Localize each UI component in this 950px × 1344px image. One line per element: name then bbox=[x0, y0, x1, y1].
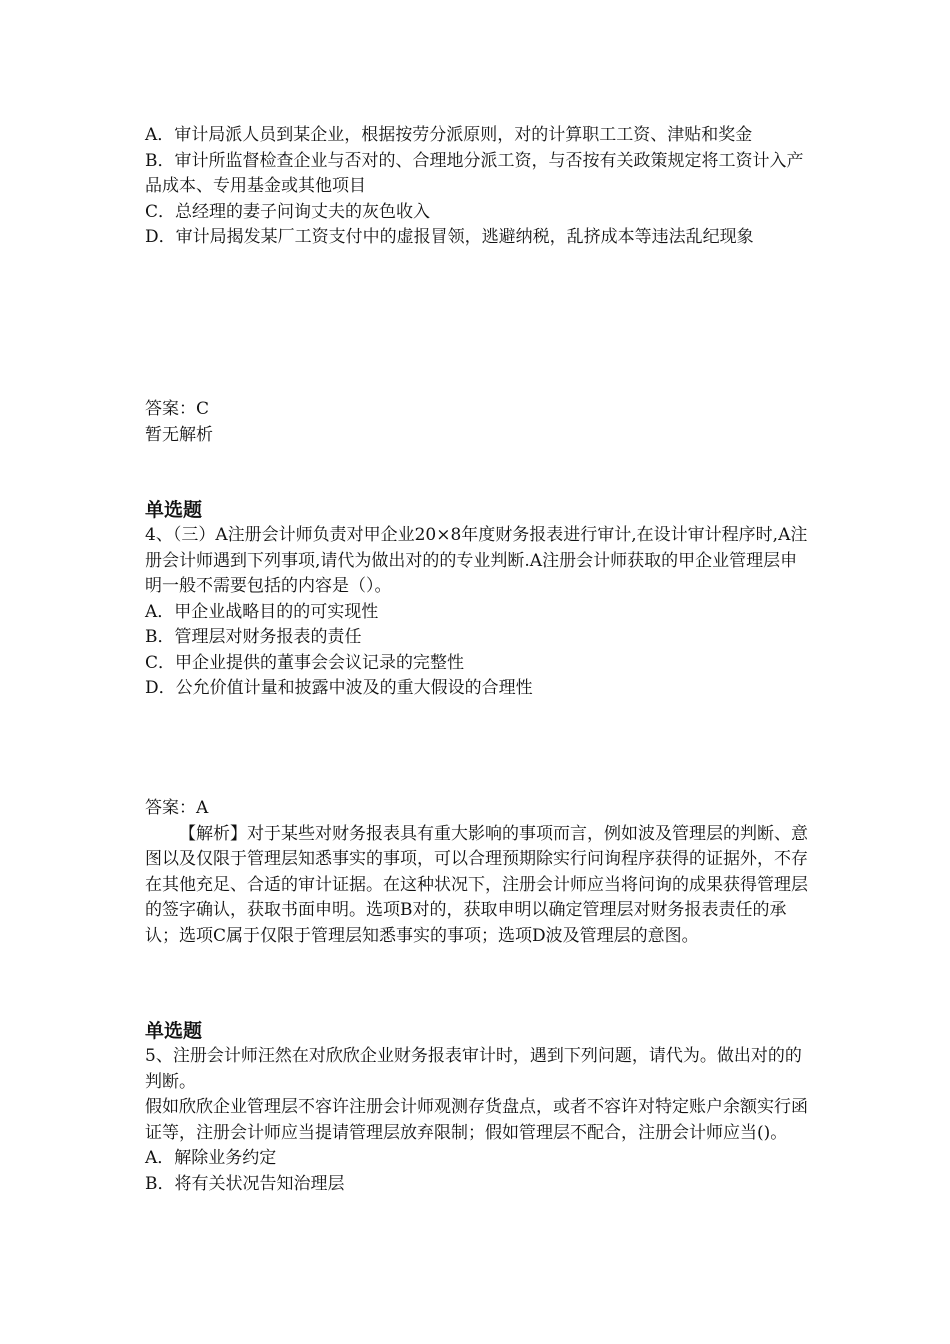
q4-block bbox=[145, 497, 810, 702]
q3-option-d: D．审计局揭发某厂工资支付中的虚报冒领，逃避纳税，乱挤成本等违法乱纪现象 bbox=[145, 227, 754, 247]
q5-heading: 单选题 bbox=[145, 1020, 203, 1042]
q4-analysis: 【解析】对于某些对财务报表具有重大影响的事项而言，例如波及管理层的判断、意图以及仅限于管理层知悉事实的事项，可以合理预期除实行问询程序获得的证据外，不存在其他充足、合适的审计证据。在这种状况下，注册会计师应当将问询的成果获得管理层的签字确认，获取书面申明。选项B对的，获取申明以确定管理层对财务报表责任的承认；选项C属于仅限于管理层知悉事实的事项；选项D波及管理层的意图。 bbox=[145, 823, 808, 946]
q3-option-b: B．审计所监督检查企业与否对的、合理地分派工资，与否按有关政策规定将工资计入产品成本、专用基金或其他项目 bbox=[145, 150, 804, 196]
q3-analysis: 暂无解析 bbox=[145, 424, 213, 445]
q4-answer-block bbox=[145, 796, 810, 949]
q3-answer: 答案：C bbox=[145, 399, 210, 419]
q5-stem-detail: 假如欣欣企业管理层不容许注册会计师观测存货盘点，或者不容许对特定账户余额实行函证等，注册会计师应当提请管理层放弃限制；假如管理层不配合，注册会计师应当()。 bbox=[145, 1097, 808, 1143]
q4-stem: 4、（三）A注册会计师负责对甲企业20×8年度财务报表进行审计,在设计审计程序时,A注册会计师遇到下列事项,请代为做出对的的专业判断.A注册会计师获取的甲企业管理层申明一般不需要包括的内容是（）。 bbox=[145, 525, 808, 596]
q5-block bbox=[145, 1018, 810, 1197]
q3-options bbox=[145, 123, 810, 251]
q3-answer-block bbox=[145, 397, 810, 448]
q5-option-a: A．解除业务约定 bbox=[145, 1148, 277, 1168]
q4-option-b: B．管理层对财务报表的责任 bbox=[145, 627, 362, 647]
q4-option-c: C．甲企业提供的董事会会议记录的完整性 bbox=[145, 652, 465, 673]
q5-stem: 5、注册会计师汪然在对欣欣企业财务报表审计时，遇到下列问题，请代为。做出对的的判断。 bbox=[145, 1046, 802, 1092]
q4-option-d: D．公允价值计量和披露中波及的重大假设的合理性 bbox=[145, 678, 533, 698]
q4-option-a: A．甲企业战略目的的可实现性 bbox=[145, 601, 379, 622]
q4-heading: 单选题 bbox=[145, 499, 203, 521]
q3-option-a: A．审计局派人员到某企业，根据按劳分派原则，对的计算职工工资、津贴和奖金 bbox=[145, 125, 753, 145]
q3-option-c: C．总经理的妻子问询丈夫的灰色收入 bbox=[145, 201, 431, 222]
q4-answer: 答案：A bbox=[145, 798, 209, 818]
q5-option-b: B．将有关状况告知治理层 bbox=[145, 1173, 345, 1194]
